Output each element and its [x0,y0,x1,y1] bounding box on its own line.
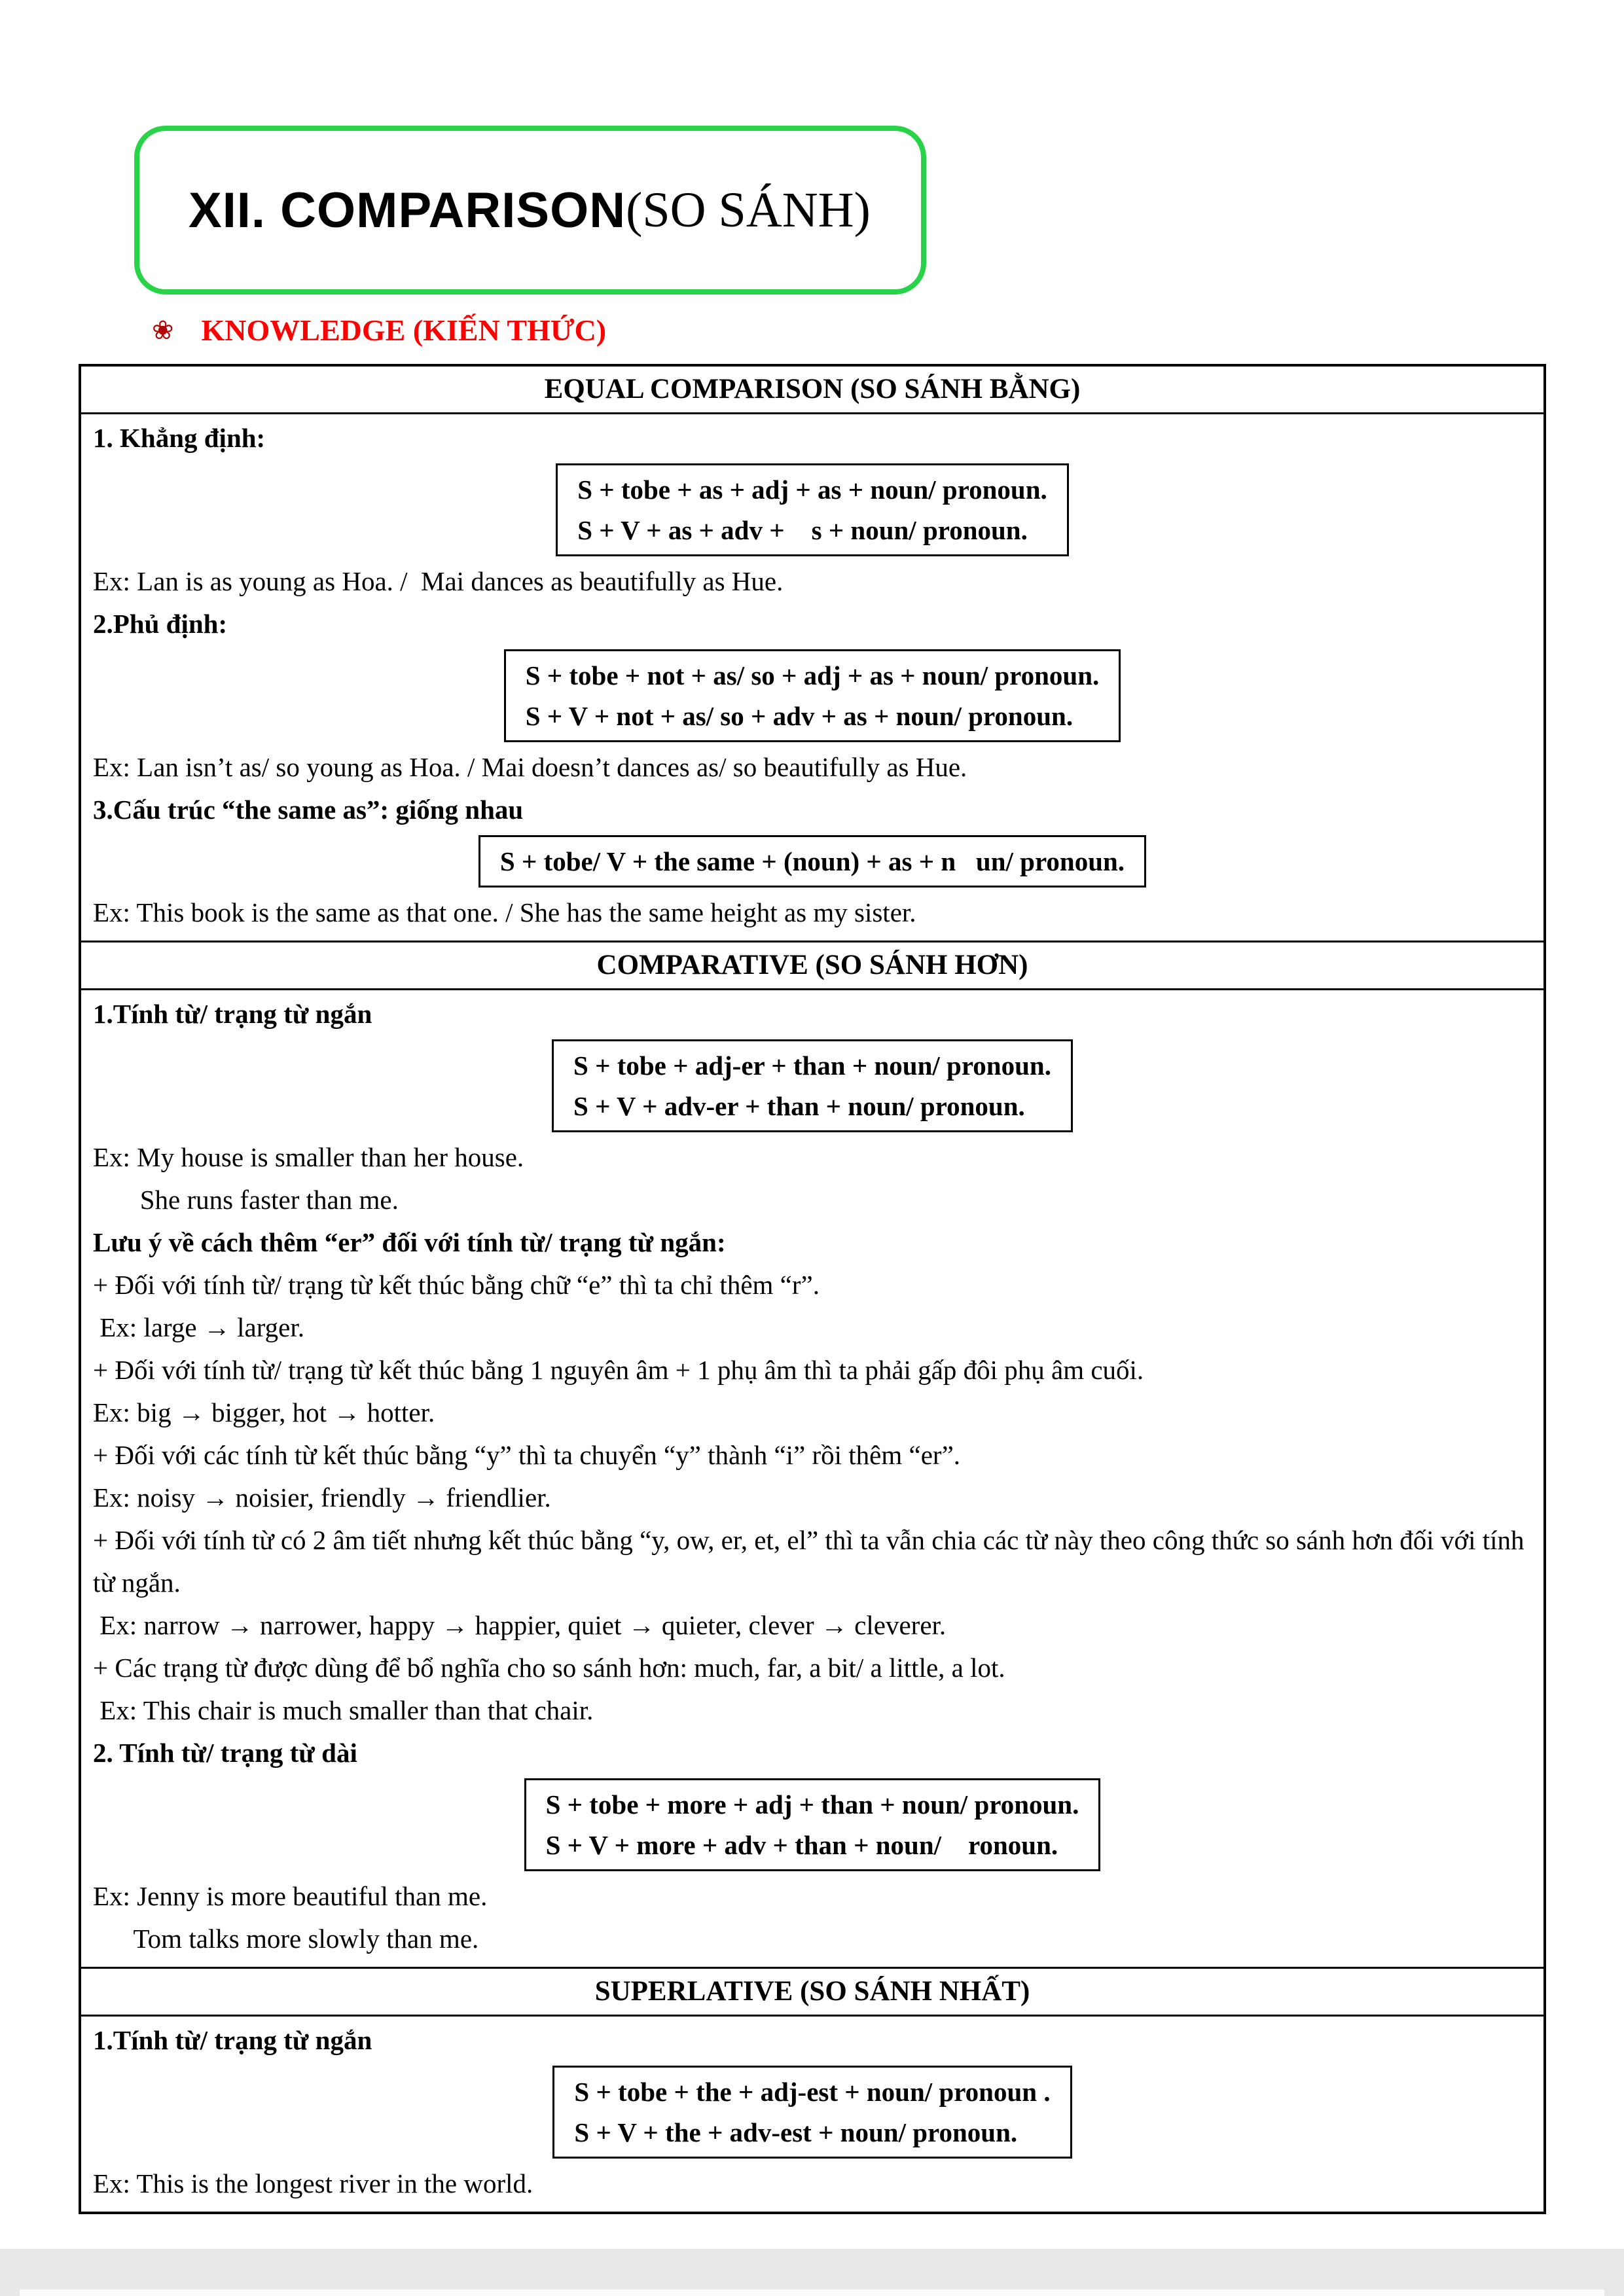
formula-line: S + V + adv-er + than + noun/ pronoun. [573,1091,1025,1121]
text-line: + Đối với tính từ/ trạng từ kết thúc bằng chữ “e” thì ta chỉ thêm “r”. [93,1270,820,1300]
subheading: 3.Cấu trúc “the same as”: giống nhau [93,795,524,825]
title-box [134,126,926,295]
formula-box [478,835,1146,888]
next-page-edge [20,2289,1604,2296]
subheading: Lưu ý về cách thêm “er” đối với tính từ/ trạng từ ngắn: [93,1227,726,1257]
subheading: 1.Tính từ/ trạng từ ngắn [93,999,372,1029]
text-line: Ex: noisy → noisier, friendly → friendlier. [93,1482,551,1513]
text-line: + Đối với tính từ có 2 âm tiết nhưng kết thúc bằng “y, ow, er, et, el” thì ta vẫn chia các từ này theo công thức so sánh hơn đối với tính từ ngắn. [93,1525,1531,1598]
formula-line: S + tobe + the + adj-est + noun/ pronoun . [574,2077,1051,2107]
text-line: Ex: narrow → narrower, happy → happier, quiet → quieter, clever → cleverer. [93,1610,947,1640]
formula-line: S + V + the + adv-est + noun/ pronoun. [574,2117,1018,2147]
section-body [81,414,1543,941]
text-line: Ex: This is the longest river in the world. [93,2168,533,2198]
formula-box [504,649,1121,742]
section-header: EQUAL COMPARISON (SO SÁNH BẰNG) [81,367,1543,414]
formula-box [556,463,1069,556]
formula-line: S + tobe + more + adj + than + noun/ pronoun. [545,1789,1079,1820]
formula-line: S + tobe + adj-er + than + noun/ pronoun. [573,1050,1051,1081]
formula-box [552,1039,1073,1132]
subheading: 1.Tính từ/ trạng từ ngắn [93,2025,372,2055]
section-header: COMPARATIVE (SO SÁNH HƠN) [81,941,1543,990]
text-line: Ex: Lan is as young as Hoa. / Mai dances as beautifully as Hue. [93,566,784,596]
subheading: 1. Khẳng định: [93,423,266,453]
formula-line: S + tobe + not + as/ so + adj + as + noun/ pronoun. [525,660,1100,691]
flower-icon: ❀ [152,315,174,346]
formula-box [552,2066,1072,2159]
formula-box [524,1778,1101,1871]
text-line: Tom talks more slowly than me. [93,1924,479,1954]
section-body [81,990,1543,1967]
text-line: Ex: large → larger. [93,1312,304,1342]
formula-line: S + V + more + adv + than + noun/ ronoun. [545,1830,1058,1860]
text-line: Ex: Jenny is more beautiful than me. [93,1881,488,1911]
page-title-sub: (SO SÁNH) [626,182,871,238]
formula-line: S + tobe/ V + the same + (noun) + as + n un/ pronoun. [499,846,1125,876]
subheading: 2. Tính từ/ trạng từ dài [93,1738,357,1768]
text-line: Ex: Lan isn’t as/ so young as Hoa. / Mai doesn’t dances as/ so beautifully as Hue. [93,752,967,782]
text-line: + Các trạng từ được dùng để bổ nghĩa cho so sánh hơn: much, far, a bit/ a little, a lot. [93,1653,1005,1683]
formula-line: S + V + not + as/ so + adv + as + noun/ pronoun. [525,701,1074,731]
formula-line: S + tobe + as + adj + as + noun/ pronoun. [577,475,1047,505]
text-line: Ex: My house is smaller than her house. [93,1142,524,1172]
text-line: + Đối với các tính từ kết thúc bằng “y” thì ta chuyển “y” thành “i” rồi thêm “er”. [93,1440,961,1470]
knowledge-heading [152,313,606,348]
grammar-table [79,364,1546,2214]
text-line: + Đối với tính từ/ trạng từ kết thúc bằng 1 nguyên âm + 1 phụ âm thì ta phải gấp đôi phụ âm cuối. [93,1355,1144,1385]
section-header: SUPERLATIVE (SO SÁNH NHẤT) [81,1967,1543,2017]
section-body [81,2017,1543,2212]
formula-line: S + V + as + adv + s + noun/ pronoun. [577,515,1028,545]
subheading: 2.Phủ định: [93,609,228,639]
knowledge-label: KNOWLEDGE (KIẾN THỨC) [201,314,607,347]
text-line: Ex: This chair is much smaller than that chair. [93,1695,594,1725]
text-line: She runs faster than me. [93,1185,399,1215]
text-line: Ex: This book is the same as that one. / She has the same height as my sister. [93,897,916,927]
page-title: XII. COMPARISON [189,182,626,238]
text-line: Ex: big → bigger, hot → hotter. [93,1397,435,1427]
